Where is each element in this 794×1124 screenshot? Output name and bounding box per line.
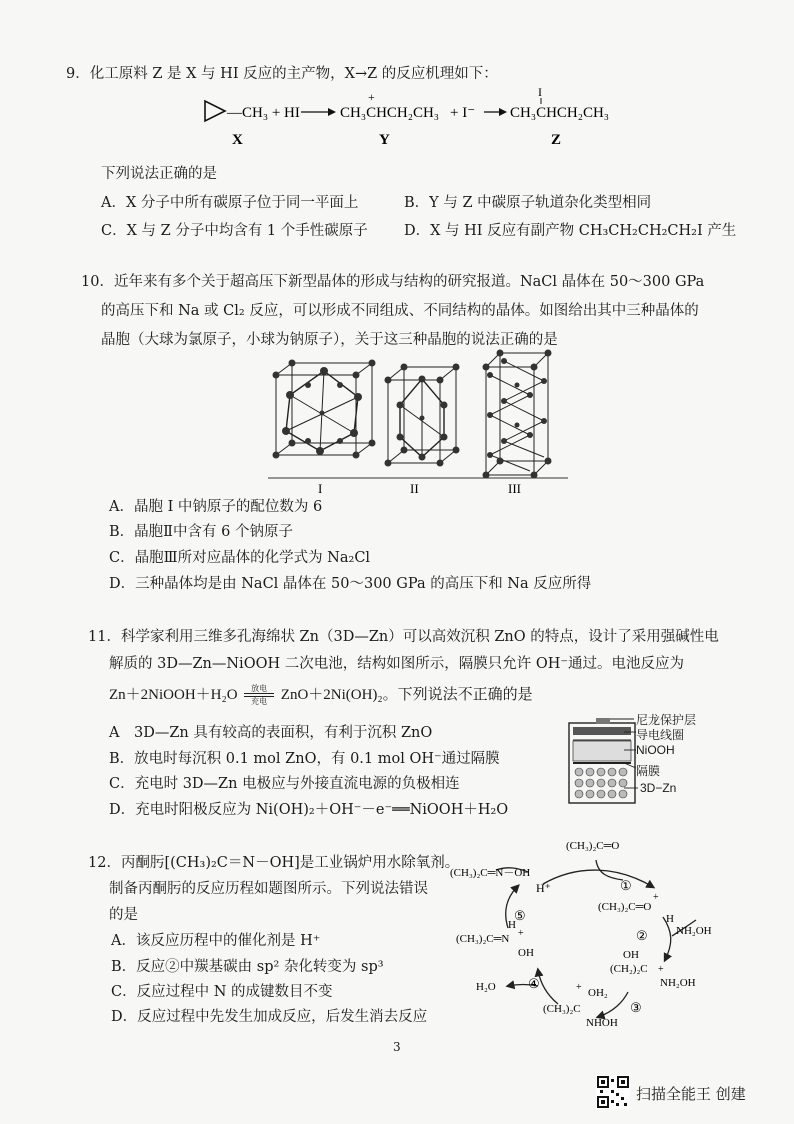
label-y: Y <box>379 132 390 148</box>
crystal-cells-figure <box>268 345 568 495</box>
step-2: ② <box>636 928 648 943</box>
cycle-product: (CH₃)₂C═N－OH <box>450 867 531 879</box>
cycle-arrow-4 <box>538 970 558 1004</box>
label-separator: 隔膜 <box>636 764 661 778</box>
cycle-int3-oh2: OH₂ <box>588 987 608 999</box>
cycle-int2-nh2oh: NH₂OH <box>660 977 696 989</box>
cycle-int1: (CH₃)₂C═O <box>598 901 652 913</box>
niooh-layer <box>573 741 631 761</box>
q9-y-formula: CH₃CHCH₂CH₃ <box>340 105 440 121</box>
cycle-int4-oh: OH <box>518 947 534 959</box>
q11-option-a[interactable]: A 3D—Zn 具有较高的表面积，有利于沉积 ZnO <box>109 725 433 741</box>
q12-stem-line-3: 的是 <box>109 907 138 923</box>
cell-label-3: III <box>508 481 521 495</box>
equation-left: Zn＋2NiOOH＋H₂O <box>109 687 238 703</box>
q9-iodide: + I⁻ <box>450 105 476 121</box>
q11-stem-line-1: 11．科学家利用三维多孔海绵状 Zn（3D—Zn）可以高效沉积 ZnO 的特点，设计了采用强碱性电 <box>88 629 719 645</box>
cycle-int2-oh: OH <box>623 949 639 961</box>
label-charge: 充电 <box>251 697 268 706</box>
label-coil: 导电线圈 <box>636 728 685 742</box>
cycle-int3-nhoh: NHOH <box>586 1017 618 1029</box>
cyclopropane-ring <box>205 101 225 121</box>
q12-option-c[interactable]: C．反应过程中 N 的成键数目不变 <box>111 984 333 1000</box>
q10-stem-line-1: 10．近年来有多个关于超高压下新型晶体的形成与结构的研究报道。NaCl 晶体在 50～300 GPa <box>81 274 705 290</box>
equation-right: ZnO＋2Ni(OH)₂。下列说法不正确的是 <box>280 687 533 703</box>
label-x: X <box>232 132 243 148</box>
cycle-top-acetone: (CH₃)₂C═O <box>566 840 620 852</box>
label-z: Z <box>551 132 562 148</box>
q9-option-d[interactable]: D．X 与 HI 反应有副产物 CH₃CH₂CH₂CH₂I 产生 <box>404 223 737 239</box>
label-nylon: 尼龙保护层 <box>636 713 697 727</box>
cycle-arrow-1 <box>543 870 653 887</box>
cycle-nh2oh: NH₂OH <box>676 925 712 937</box>
cell-label-1: I <box>318 481 323 495</box>
cycle-int3: (CH₃)₂C <box>543 1003 581 1015</box>
cycle-int2: (CH₂)₂C <box>610 963 648 975</box>
arrow-head-1 <box>328 108 336 116</box>
q12-stem-line-1: 12．丙酮肟[(CH₃)₂C＝N－OH]是工业锅炉用水除氧剂。 <box>88 855 460 871</box>
cycle-water: H₂O <box>476 981 496 993</box>
label-niooh: NiOOH <box>636 743 675 757</box>
cycle-int4: (CH₃)₂C═N <box>456 933 510 945</box>
cell-label-2: II <box>410 481 419 495</box>
cycle-int4-h: H <box>508 919 516 931</box>
q9-reaction-scheme <box>195 88 625 150</box>
acetone-entry-arrow <box>596 860 623 880</box>
q12-option-a[interactable]: A．该反应历程中的催化剂是 H⁺ <box>111 933 321 949</box>
q10-option-b[interactable]: B．晶胞Ⅱ中含有 6 个钠原子 <box>109 524 293 540</box>
cycle-int4-plus: + <box>518 928 524 939</box>
q12-option-b[interactable]: B．反应②中羰基碳由 sp² 杂化转变为 sp³ <box>111 959 384 975</box>
nylon-layer <box>573 727 631 735</box>
q9-option-c[interactable]: C．X 与 Z 分子中均含有 1 个手性碳原子 <box>101 223 368 239</box>
arrow-head-2 <box>499 108 507 116</box>
q9-prompt: 下列说法正确的是 <box>101 166 217 182</box>
cycle-int1-plus: + <box>653 892 659 903</box>
q11-option-d[interactable]: D．充电时阳极反应为 Ni(OH)₂＋OH⁻－e⁻══NiOOH＋H₂O <box>109 802 509 818</box>
label-3d-zn: 3D−Zn <box>640 781 677 795</box>
cycle-int2-plus: + <box>658 964 664 975</box>
reaction-cycle-diagram <box>448 832 724 1046</box>
step-1: ① <box>620 878 632 893</box>
q12-option-d[interactable]: D．反应过程中先发生加成反应，后发生消去反应 <box>111 1009 428 1025</box>
q9-x-formula: —CH₃ + HI <box>227 105 300 121</box>
page-number: 3 <box>393 1040 401 1054</box>
q10-option-a[interactable]: A．晶胞 I 中钠原子的配位数为 6 <box>109 499 323 515</box>
q10-stem-line-3: 晶胞（大球为氯原子，小球为钠原子），关于这三种晶胞的说法正确的是 <box>101 332 558 348</box>
scanner-watermark: 扫描全能王 创建 <box>636 1085 746 1103</box>
q9-option-b[interactable]: B．Y 与 Z 中碳原子轨道杂化类型相同 <box>404 195 652 211</box>
q11-option-c[interactable]: C．充电时 3D—Zn 电极应与外接直流电源的负极相连 <box>109 776 460 792</box>
q9-z-formula: CH₃CHCH₂CH₃ <box>510 105 610 121</box>
cycle-int1-h: H <box>666 913 674 925</box>
crystal-cell-3 <box>486 353 548 475</box>
q11-equation <box>109 683 533 706</box>
qr-code-icon <box>596 1075 630 1109</box>
step-4: ④ <box>528 976 540 991</box>
cycle-hplus: H⁺ <box>536 881 551 895</box>
q9-z-iodine: I <box>538 88 542 99</box>
q9-option-a[interactable]: A．X 分子中所有碳原子位于同一平面上 <box>101 195 359 211</box>
equilibrium-arrows <box>244 684 274 706</box>
cycle-int3-plus: + <box>576 982 582 993</box>
q11-stem-line-2: 解质的 3D—Zn—NiOOH 二次电池，结构如图所示，隔膜只允许 OH⁻通过。电池反应为 <box>109 656 685 672</box>
label-discharge: 放电 <box>251 684 268 693</box>
step-5: ⑤ <box>514 908 526 923</box>
q12-stem-line-2: 制备丙酮肟的反应历程如题图所示。下列说法错误 <box>109 881 428 897</box>
q11-option-b[interactable]: B．放电时每沉积 0.1 mol ZnO，有 0.1 mol OH⁻通过隔膜 <box>109 751 500 767</box>
step-3: ③ <box>630 1000 642 1015</box>
q9-stem: 9．化工原料 Z 是 X 与 HI 反应的主产物，X→Z 的反应机理如下： <box>66 66 498 82</box>
q10-stem-line-2: 的高压下和 Na 或 Cl₂ 反应，可以形成不同组成、不同结构的晶体。如图给出其中三种晶体的 <box>101 303 699 319</box>
q9-y-charge: + <box>368 90 375 104</box>
q10-option-d[interactable]: D．三种晶体均是由 NaCl 晶体在 50～300 GPa 的高压下和 Na 反应所得 <box>109 576 592 592</box>
q10-option-c[interactable]: C．晶胞Ⅲ所对应晶体的化学式为 Na₂Cl <box>109 550 371 566</box>
zn-sponge <box>575 768 627 798</box>
